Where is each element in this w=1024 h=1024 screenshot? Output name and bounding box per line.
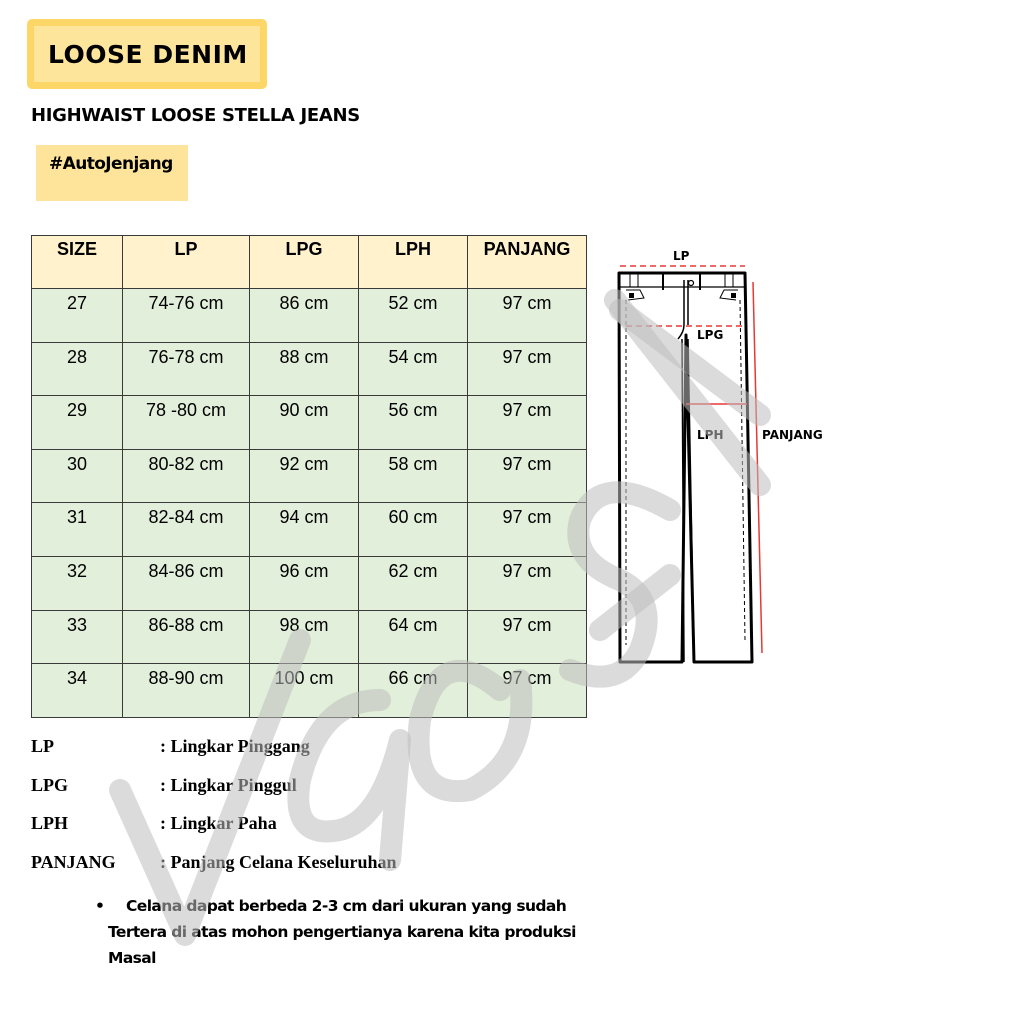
cell-lpg: 100 cm xyxy=(250,664,359,718)
pants-outline xyxy=(619,273,752,662)
legend-desc: : Lingkar Paha xyxy=(160,813,277,833)
table-row xyxy=(32,610,587,664)
table-row xyxy=(32,664,587,718)
brand-banner xyxy=(27,19,267,89)
cell-lp: 78 -80 cm xyxy=(123,396,250,450)
cell-panjang: 97 cm xyxy=(468,503,587,557)
header-lpg: LPG xyxy=(250,236,359,289)
header-lp: LP xyxy=(123,236,250,289)
table-row xyxy=(32,396,587,450)
note-text: Celana dapat berbeda 2-3 cm dari ukuran yang sudah Tertera di atas mohon pengertianya karena kita produksi Masal xyxy=(108,897,576,967)
cell-lph: 58 cm xyxy=(359,449,468,503)
cell-panjang: 97 cm xyxy=(468,664,587,718)
cell-lp: 82-84 cm xyxy=(123,503,250,557)
header-lph: LPH xyxy=(359,236,468,289)
cell-panjang: 97 cm xyxy=(468,342,587,396)
table-header-row xyxy=(32,236,587,289)
table-row xyxy=(32,449,587,503)
size-disclaimer-note xyxy=(90,893,590,971)
cell-lp: 88-90 cm xyxy=(123,664,250,718)
diagram-label-lph: LPH xyxy=(697,428,724,442)
diagram-label-lp: LP xyxy=(673,249,690,263)
cell-lp: 80-82 cm xyxy=(123,449,250,503)
cell-lpg: 88 cm xyxy=(250,342,359,396)
cell-lph: 60 cm xyxy=(359,503,468,557)
legend-row xyxy=(31,813,397,852)
cell-lpg: 86 cm xyxy=(250,289,359,343)
legend-desc: : Lingkar Pinggul xyxy=(160,774,297,795)
table-row xyxy=(32,289,587,343)
cell-lp: 76-78 cm xyxy=(123,342,250,396)
product-name: HIGHWAIST LOOSE STELLA JEANS xyxy=(31,105,360,126)
cell-panjang: 97 cm xyxy=(468,289,587,343)
cell-lpg: 90 cm xyxy=(250,396,359,450)
size-chart-table xyxy=(31,235,587,718)
cell-lph: 62 cm xyxy=(359,556,468,610)
cell-lpg: 96 cm xyxy=(250,556,359,610)
cell-lp: 86-88 cm xyxy=(123,610,250,664)
cell-lph: 64 cm xyxy=(359,610,468,664)
cell-lp: 84-86 cm xyxy=(123,556,250,610)
legend-key: LPG xyxy=(31,774,69,795)
diagram-label-lpg: LPG xyxy=(697,328,724,342)
cell-lph: 54 cm xyxy=(359,342,468,396)
legend-row xyxy=(31,852,397,891)
cell-panjang: 97 cm xyxy=(468,396,587,450)
cell-lpg: 98 cm xyxy=(250,610,359,664)
legend-row xyxy=(31,775,397,814)
cell-size: 28 xyxy=(32,342,123,396)
cell-size: 32 xyxy=(32,556,123,610)
legend-desc: : Panjang Celana Keseluruhan xyxy=(160,851,397,872)
cell-lph: 52 cm xyxy=(359,289,468,343)
cell-lpg: 94 cm xyxy=(250,503,359,557)
cell-lpg: 92 cm xyxy=(250,449,359,503)
cell-size: 30 xyxy=(32,449,123,503)
pants-illustration xyxy=(600,240,860,680)
panjang-measure-line xyxy=(753,282,762,653)
cell-panjang: 97 cm xyxy=(468,449,587,503)
cell-lph: 56 cm xyxy=(359,396,468,450)
cell-size: 29 xyxy=(32,396,123,450)
legend-row xyxy=(31,736,397,775)
table-row xyxy=(32,342,587,396)
abbreviation-legend xyxy=(31,736,397,890)
cell-panjang: 97 cm xyxy=(468,556,587,610)
bullet-icon: • xyxy=(95,897,105,915)
legend-key: PANJANG xyxy=(31,851,116,872)
pants-measurement-diagram xyxy=(600,240,860,680)
cell-lp: 74-76 cm xyxy=(123,289,250,343)
header-size: SIZE xyxy=(32,236,123,289)
legend-key: LPH xyxy=(31,813,69,833)
cell-panjang: 97 cm xyxy=(468,610,587,664)
diagram-label-panjang: PANJANG xyxy=(762,428,823,442)
cell-size: 27 xyxy=(32,289,123,343)
table-row xyxy=(32,556,587,610)
legend-key: LP xyxy=(31,736,55,756)
brand-title: LOOSE DENIM xyxy=(34,26,260,82)
product-tag: #AutoJenjang xyxy=(36,145,188,201)
cell-size: 33 xyxy=(32,610,123,664)
table-row xyxy=(32,503,587,557)
cell-size: 34 xyxy=(32,664,123,718)
cell-lph: 66 cm xyxy=(359,664,468,718)
cell-size: 31 xyxy=(32,503,123,557)
header-panjang: PANJANG xyxy=(468,236,587,289)
legend-desc: : Lingkar Pinggang xyxy=(160,736,310,756)
